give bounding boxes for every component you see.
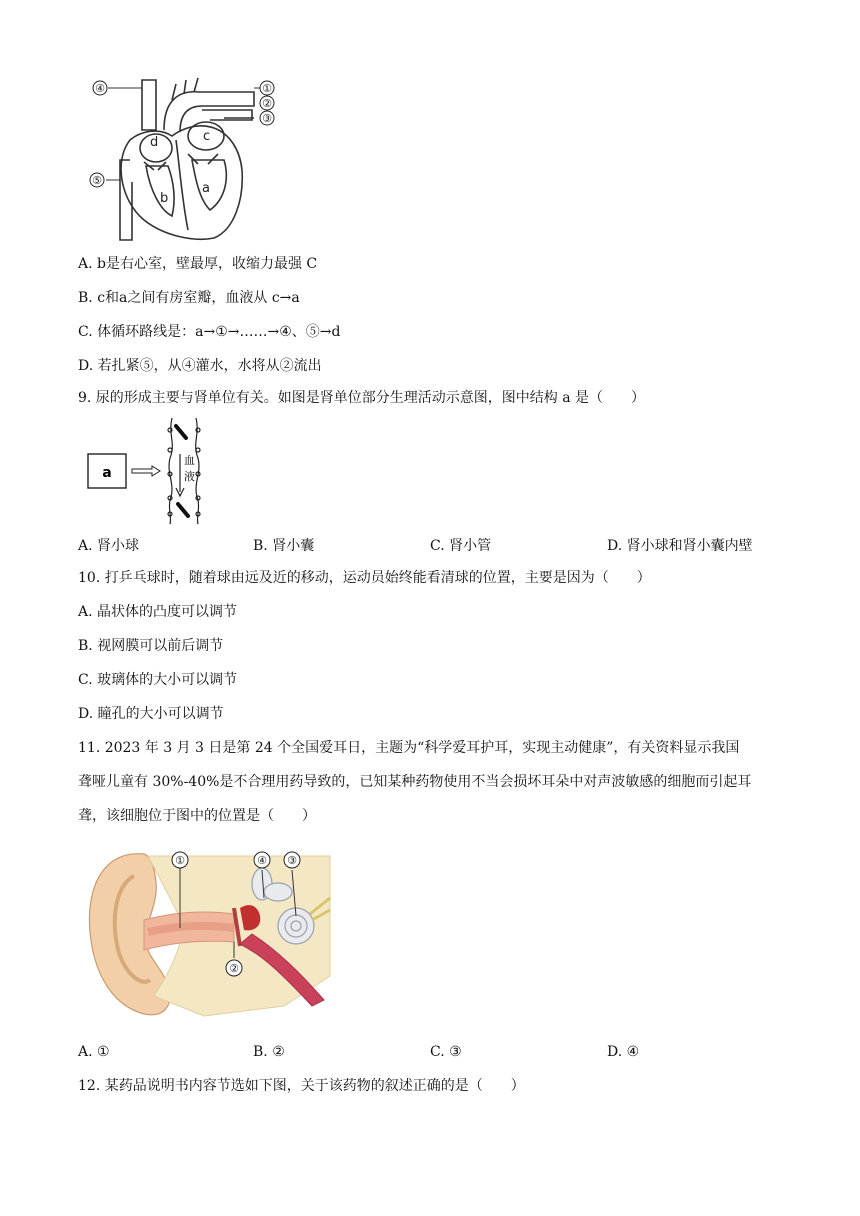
q9-option-d: D. 肾小球和肾小囊内壁 xyxy=(607,538,753,554)
heart-label-b: b xyxy=(160,191,169,206)
q11-option-d: D. ④ xyxy=(607,1044,640,1060)
ear-label-4: ④ xyxy=(257,854,267,867)
ear-label-2: ② xyxy=(229,962,239,975)
nephron-vessel-char-1: 血 xyxy=(184,454,195,467)
q11-stem-line-3: 聋，该细胞位于图中的位置是（ ） xyxy=(78,808,316,824)
heart-label-3: ③ xyxy=(262,112,272,125)
q11-option-b: B. ② xyxy=(253,1044,285,1060)
q12-stem: 12. 某药品说明书内容节选如下图，关于该药物的叙述正确的是（ ） xyxy=(78,1078,525,1094)
nephron-diagram xyxy=(84,414,224,526)
nephron-vessel-char-2: 液 xyxy=(184,470,195,483)
q9-option-c: C. 肾小管 xyxy=(430,538,492,554)
ear-label-3: ③ xyxy=(287,854,297,867)
q10-option-d: D. 瞳孔的大小可以调节 xyxy=(78,706,224,722)
nephron-box-label: a xyxy=(102,465,112,481)
ear-label-1: ① xyxy=(175,854,185,867)
heart-label-2: ② xyxy=(262,97,272,110)
heart-label-c: c xyxy=(203,129,211,144)
heart-label-4: ④ xyxy=(95,82,105,95)
q8-option-a: A. b是右心室，壁最厚，收缩力最强 C xyxy=(78,256,318,272)
ear-diagram xyxy=(84,846,334,1020)
q9-stem: 9. 尿的形成主要与肾单位有关。如图是肾单位部分生理活动示意图，图中结构 a 是（ ） xyxy=(78,390,646,406)
heart-label-d: d xyxy=(150,135,159,150)
q10-option-c: C. 玻璃体的大小可以调节 xyxy=(78,672,238,688)
heart-diagram xyxy=(84,70,284,250)
q8-option-d: D. 若扎紧⑤，从④灌水，水将从②流出 xyxy=(78,358,322,374)
q8-option-c: C. 体循环路线是：a→①→……→④、⑤→d xyxy=(78,324,341,340)
heart-label-a: a xyxy=(202,181,210,196)
q9-option-b: B. 肾小囊 xyxy=(253,538,315,554)
q11-stem-line-2: 聋哑儿童有 30%-40%是不合理用药导致的，已知某种药物使用不当会损坏耳朵中对声波敏感的细胞而引起耳 xyxy=(78,774,752,790)
q10-stem: 10. 打乒乓球时，随着球由远及近的移动，运动员始终能看清球的位置，主要是因为（ ） xyxy=(78,570,651,586)
heart-label-1: ① xyxy=(262,82,272,95)
heart-label-5: ⑤ xyxy=(92,174,102,187)
q11-option-a: A. ① xyxy=(78,1044,110,1060)
q8-option-b: B. c和a之间有房室瓣，血液从 c→a xyxy=(78,290,300,306)
q9-option-a: A. 肾小球 xyxy=(78,538,140,554)
q11-option-c: C. ③ xyxy=(430,1044,462,1060)
q10-option-b: B. 视网膜可以前后调节 xyxy=(78,638,224,654)
q10-option-a: A. 晶状体的凸度可以调节 xyxy=(78,604,238,620)
q11-stem-line-1: 11. 2023 年 3 月 3 日是第 24 个全国爱耳日，主题为“科学爱耳护耳，实现主动健康”，有关资料显示我国 xyxy=(78,740,740,756)
